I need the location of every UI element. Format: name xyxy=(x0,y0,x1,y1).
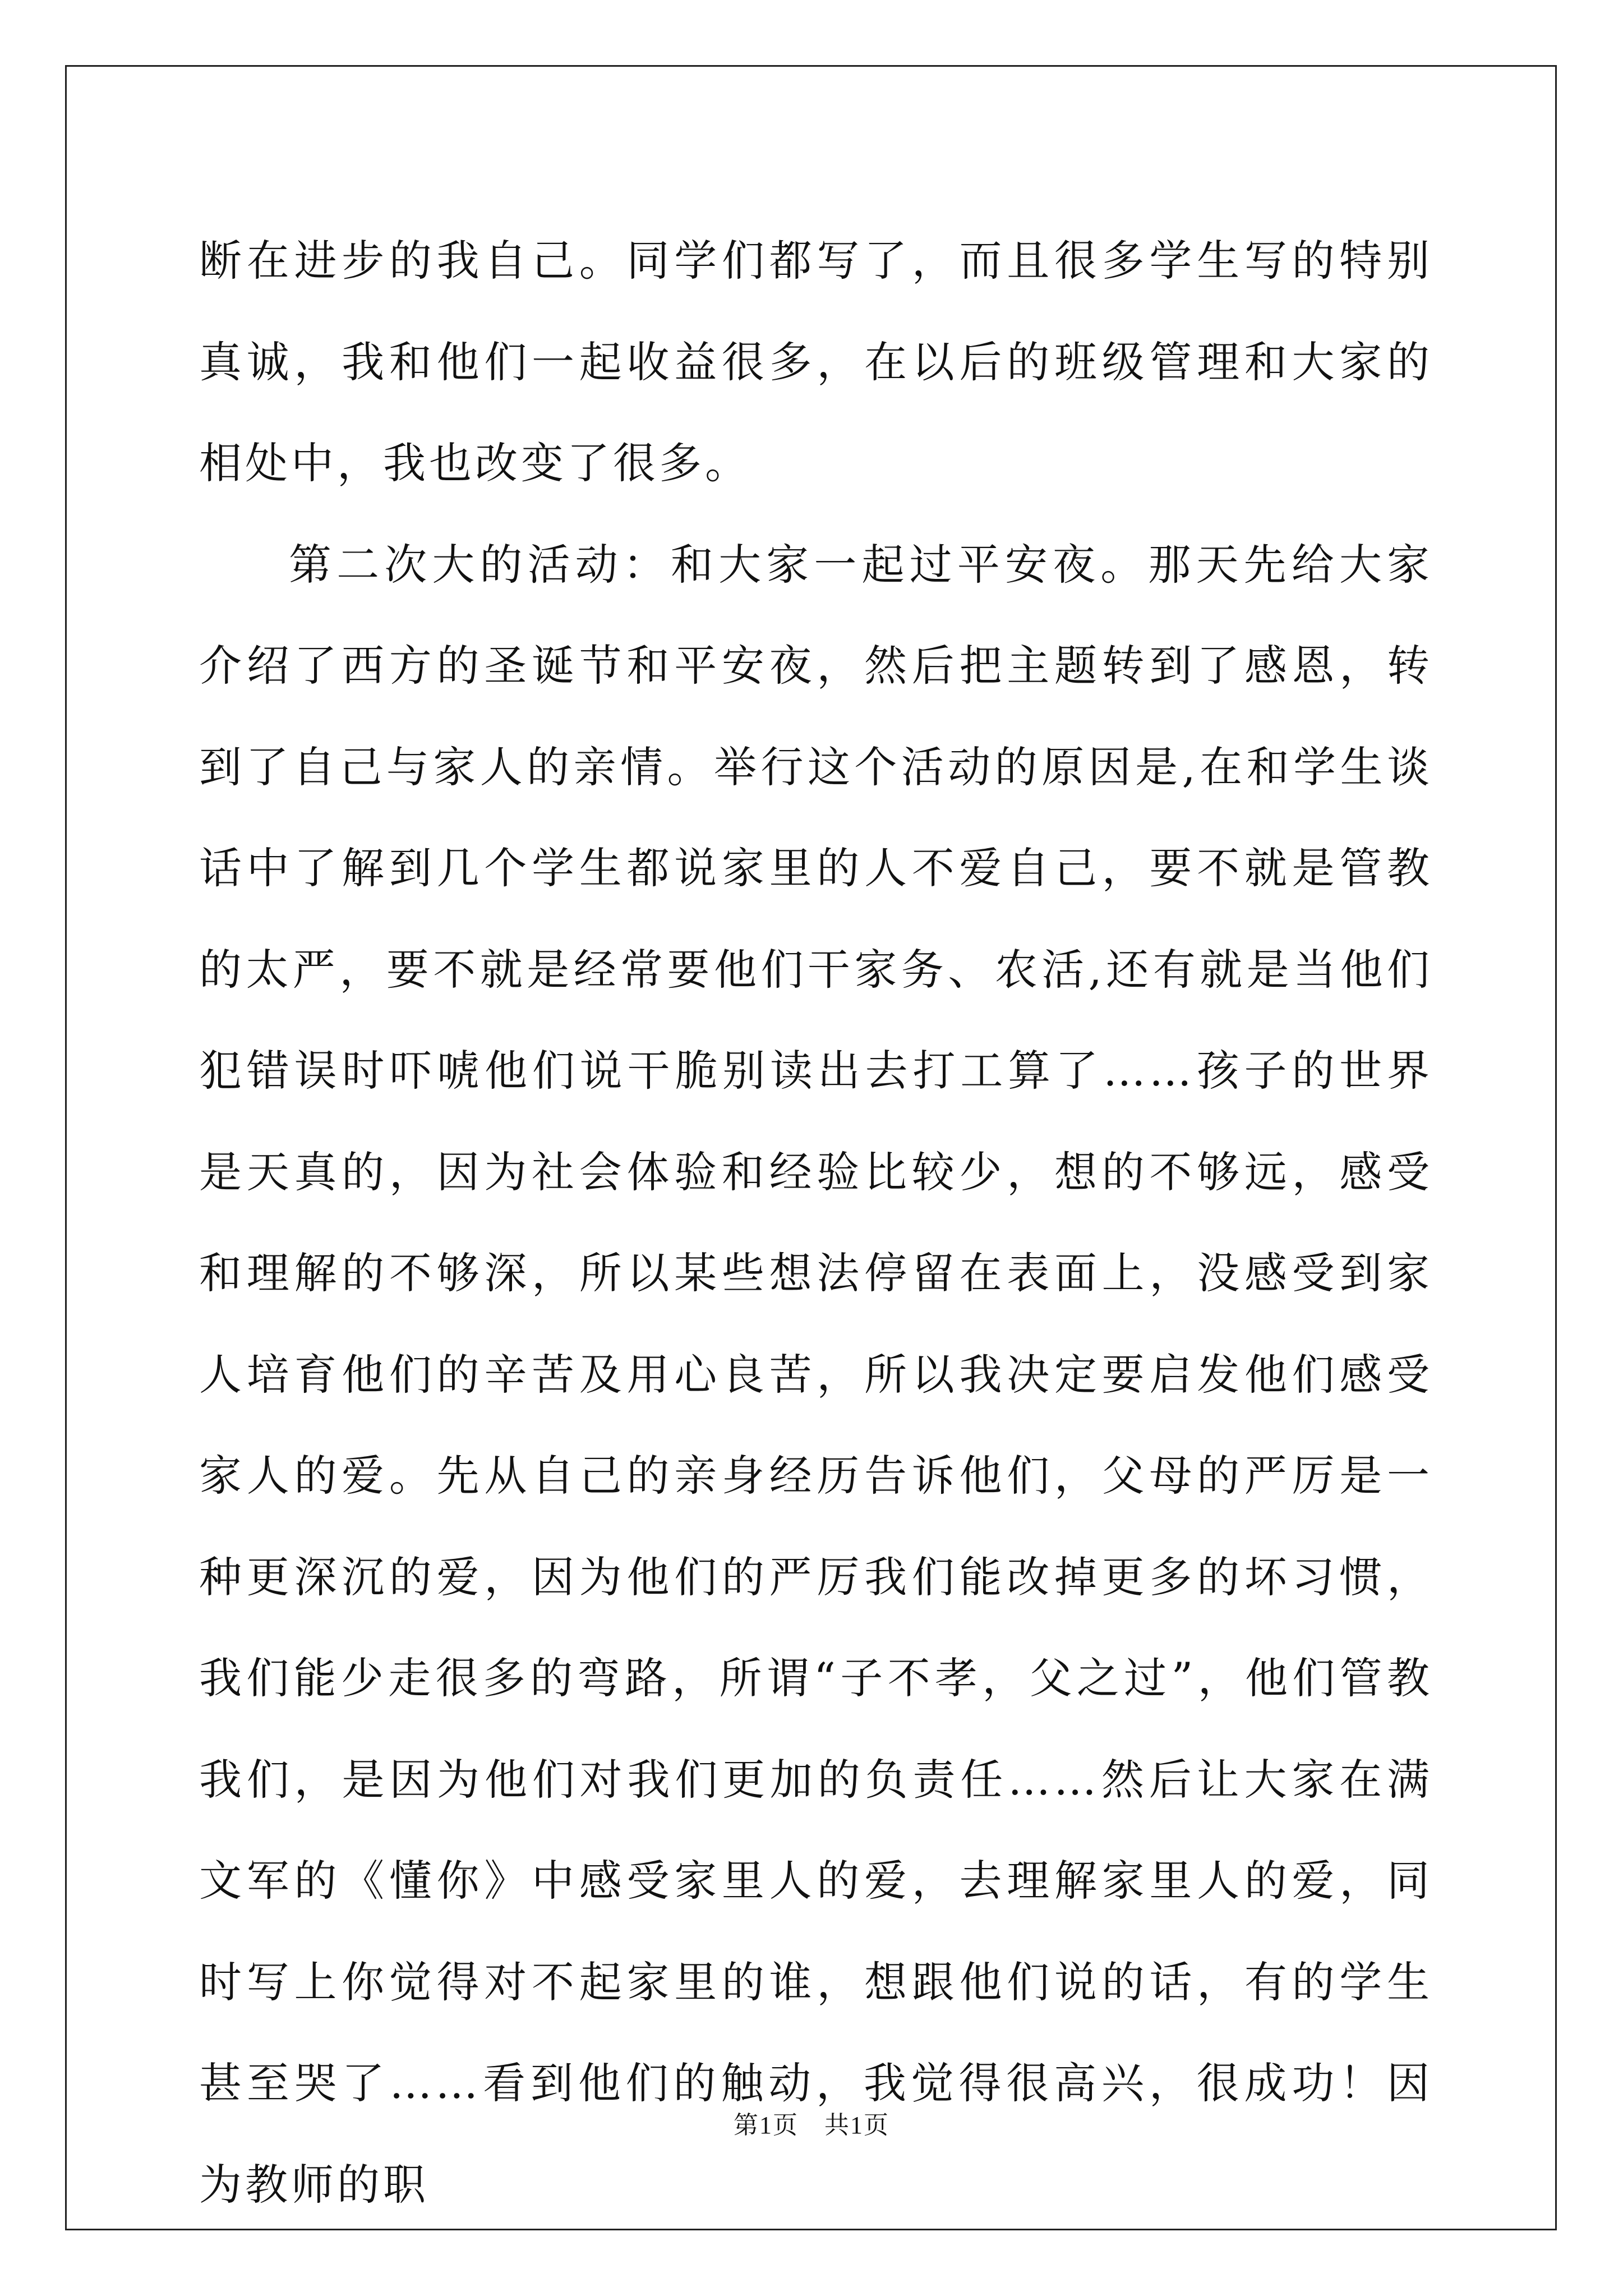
paragraph-christmas-eve-activity: 第二次大的活动：和大家一起过平安夜。那天先给大家介绍了西方的圣诞节和平安夜，然后把主题转到了感恩，转到了自己与家人的亲情。举行这个活动的原因是,在和学生谈话中了解到几个学生都说家里的人不爱自己，要不就是管教的太严，要不就是经常要他们干家务、农活,还有就是当他们犯错误时吓唬他们说干脆别读出去打工算了……孩子的世界是天真的，因为社会体验和经验比较少，想的不够远，感受和理解的不够深，所以某些想法停留在表面上，没感受到家人培育他们的辛苦及用心良苦，所以我决定要启发他们感受家人的爱。先从自己的亲身经历告诉他们，父母的严厉是一种更深沉的爱，因为他们的严厉我们能改掉更多的坏习惯，我们能少走很多的弯路，所谓“子不孝，父之过”，他们管教我们，是因为他们对我们更加的负责任……然后让大家在满文军的《懂你》中感受家里人的爱，去理解家里人的爱，同时写上你觉得对不起家里的谁，想跟他们说的话，有的学生甚至哭了……看到他们的触动，我觉得很高兴，很成功！因为教师的职 xyxy=(199,539,1433,2210)
document-body xyxy=(199,210,1433,2235)
paragraph-continuation: 断在进步的我自己。同学们都写了，而且很多学生写的特别真诚，我和他们一起收益很多，在以后的班级管理和大家的相处中，我也改变了很多。 xyxy=(199,236,1433,488)
page-footer: 第1页 共1页 xyxy=(734,2111,889,2139)
